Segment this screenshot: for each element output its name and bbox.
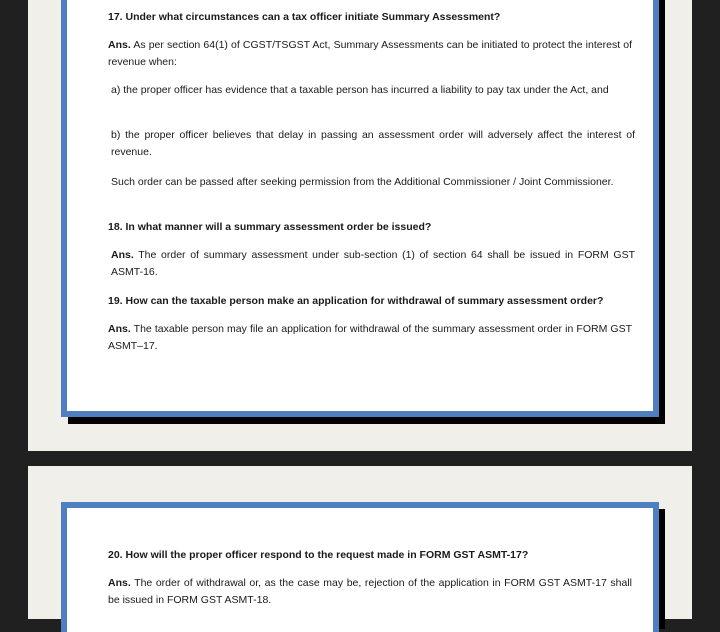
answer-17-point-a: a) the proper officer has evidence that a taxable person has incurred a liability to pay tax under the Act, and <box>111 84 609 96</box>
answer-17 <box>108 37 632 71</box>
answer-20 <box>108 575 632 609</box>
answer-text: As per section 64(1) of CGST/TSGST Act, Summary Assessments can be initiated to protect the interest of revenue when: <box>108 39 632 68</box>
answer-18 <box>108 247 635 281</box>
answer-text: The taxable person may file an application for withdrawal of the summary assessment order in FORM GST ASMT–17. <box>108 323 632 352</box>
question-18: 18. In what manner will a summary assessment order be issued? <box>108 221 432 233</box>
answer-label: Ans. <box>108 323 131 335</box>
answer-label: Ans. <box>108 39 131 51</box>
question-17: 17. Under what circumstances can a tax officer initiate Summary Assessment? <box>108 11 501 23</box>
question-19: 19. How can the taxable person make an application for withdrawal of summary assessment order? <box>108 295 604 307</box>
answer-label: Ans. <box>111 249 134 261</box>
answer-17-point-b: b) the proper officer believes that delay in passing an assessment order will adversely affect the interest of revenue. <box>111 129 635 158</box>
answer-text: The order of summary assessment under sub-section (1) of section 64 shall be issued in FORM GST ASMT-16. <box>111 249 635 278</box>
answer-19 <box>108 321 632 355</box>
answer-text: The order of withdrawal or, as the case may be, rejection of the application in FORM GST ASMT-17 shall be issued in FORM GST ASMT-18. <box>108 577 632 606</box>
answer-label: Ans. <box>108 577 131 589</box>
question-20: 20. How will the proper officer respond to the request made in FORM GST ASMT-17? <box>108 549 529 561</box>
faq-box-2 <box>61 502 659 632</box>
answer-17-note: Such order can be passed after seeking permission from the Additional Commissioner / Joint Commissioner. <box>111 176 614 188</box>
